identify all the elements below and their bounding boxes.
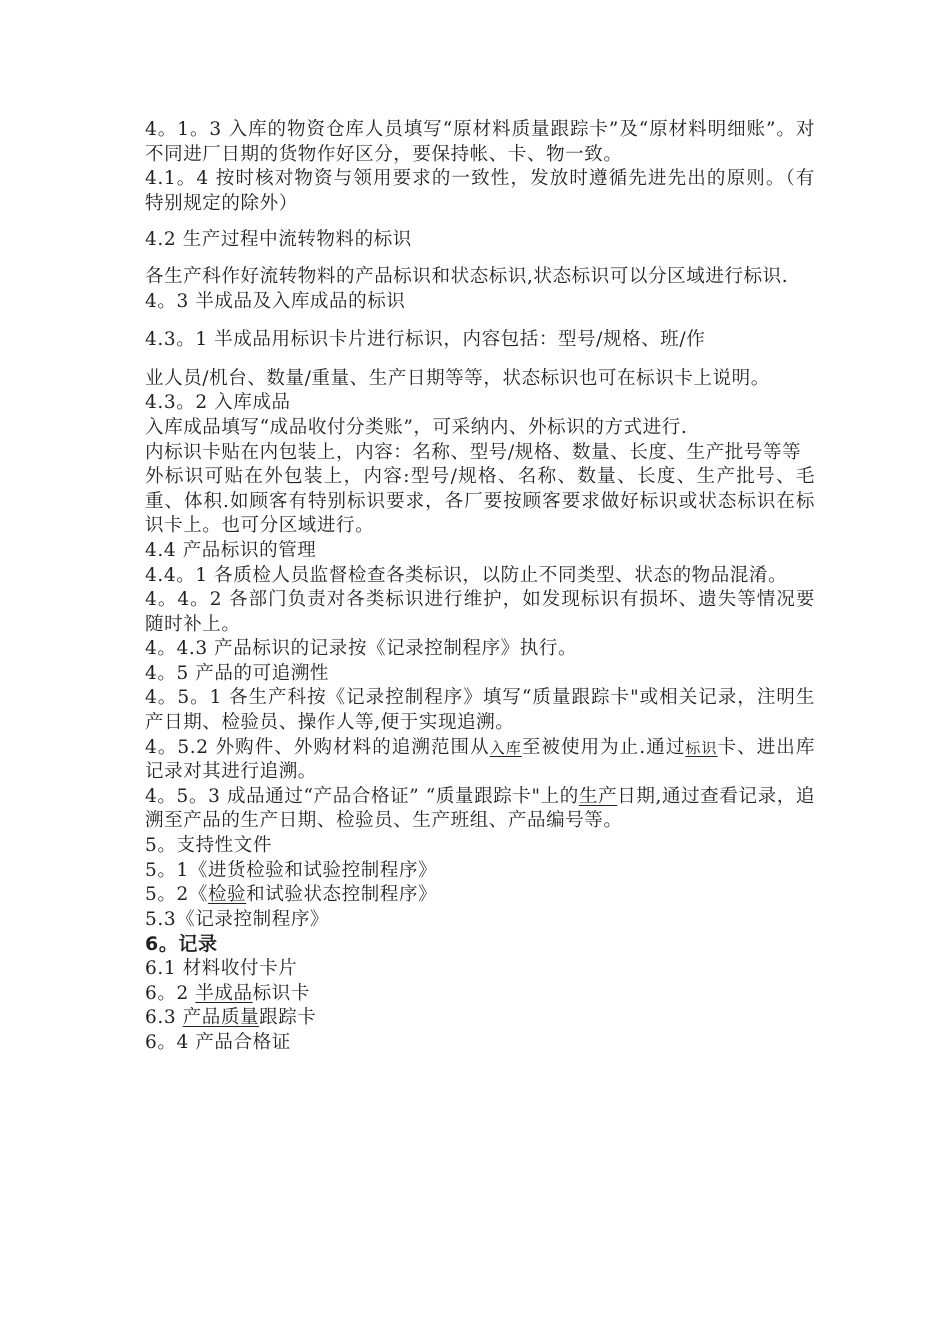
paragraph-4-4-3: 4。4.3 产品标识的记录按《记录控制程序》执行。 <box>145 638 578 660</box>
heading-4-5: 4。5 产品的可追溯性 <box>145 662 330 684</box>
text-segment: 6。2 <box>145 982 196 1004</box>
paragraph-4-5-1: 4。5。1 各生产科按《记录控制程序》填写“质量跟踪卡"或相关记录，注明生产日期、检验员、操作人等,便于实现追溯。 <box>145 687 815 734</box>
heading-4-3: 4。3 半成品及入库成品的标识 <box>145 290 406 312</box>
list-item-6-2 <box>145 982 815 1007</box>
paragraph-4-5-3 <box>145 785 815 834</box>
underlined-text: 生产 <box>578 785 618 807</box>
underlined-text: 产品质量 <box>182 1007 260 1029</box>
paragraph-4-1-3: 4。1。3 入库的物资仓库人员填写“原材料质量跟踪卡”及“原材料明细账”。对不同进厂日期的货物作好区分，要保持帐、卡、物一致。 <box>145 119 815 165</box>
list-item-6-3 <box>145 1006 815 1031</box>
text-segment: 和试验状态控制程序》 <box>246 884 438 906</box>
paragraph-4-3-2-b: 内标识卡贴在内包装上，内容：名称、型号/规格、数量、长度、生产批号等等 <box>145 441 802 463</box>
underlined-text: 入库 <box>489 738 522 757</box>
document-page <box>145 118 815 1055</box>
paragraph-4-3-2-c: 外标识可贴在外包装上，内容:型号/规格、名称、数量、长度、生产批号、毛重、体积.如顾客有特别标识要求，各厂要按顾客要求做好标识或状态标识在标识卡上。也可分区域进行。 <box>145 466 815 537</box>
list-item-5-2 <box>145 883 815 908</box>
heading-4-2: 4.2 生产过程中流转物料的标识 <box>145 229 412 251</box>
text-segment: 5。2《 <box>145 884 208 906</box>
text-segment: 跟踪卡 <box>259 1007 317 1029</box>
list-item-6-1: 6.1 材料收付卡片 <box>145 958 298 979</box>
text-segment: 4。5.2 外购件、外购材料的追溯范围从 <box>145 736 490 758</box>
paragraph-4-2: 各生产科作好流转物料的产品标识和状态标识,状态标识可以分区域进行标识. <box>145 265 789 287</box>
list-item-6-4: 6。4 产品合格证 <box>145 1031 291 1053</box>
paragraph-4-3-1-cont: 业人员/机台、数量/重量、生产日期等等，状态标识也可在标识卡上说明。 <box>145 367 770 389</box>
paragraph-4-3-1: 4.3。1 半成品用标识卡片进行标识，内容包括：型号/规格、班/作 <box>145 329 706 351</box>
list-item-5-3: 5.3《记录控制程序》 <box>145 908 330 930</box>
text-segment: 日期,通过查看记录，追溯至产品的生产日期、检验员、生产班组、产品编号等。 <box>145 785 815 832</box>
heading-5: 5。支持性文件 <box>145 835 272 857</box>
heading-4-3-2: 4.3。2 入库成品 <box>145 392 291 414</box>
text-segment: 标识卡 <box>252 982 310 1004</box>
underlined-text: 半成品 <box>195 982 253 1004</box>
heading-6: 6。记录 <box>145 933 218 956</box>
heading-4-4: 4.4 产品标识的管理 <box>145 539 317 561</box>
text-segment: 6.3 <box>145 1007 183 1029</box>
paragraph-4-3-2-a: 入库成品填写“成品收付分类账”，可采纳内、外标识的方式进行. <box>145 416 688 438</box>
paragraph-4-5-2 <box>145 736 815 785</box>
text-segment: 至被使用为止.通过 <box>521 736 686 758</box>
underlined-text: 标识 <box>685 738 718 757</box>
text-segment: 卡、进出库记录对其进行追溯。 <box>145 736 815 783</box>
paragraph-4-4-1: 4.4。1 各质检人员监督检查各类标识，以防止不同类型、状态的物品混淆。 <box>145 564 788 586</box>
paragraph-4-1-4: 4.1。4 按时核对物资与领用要求的一致性，发放时遵循先进先出的原则。（有特别规定的除外） <box>145 168 815 214</box>
underlined-text: 检验 <box>207 884 247 906</box>
text-segment: 4。5。3 成品通过“产品合格证” “质量跟踪卡"上的 <box>145 785 579 807</box>
list-item-5-1: 5。1《进货检验和试验控制程序》 <box>145 859 438 881</box>
paragraph-4-4-2: 4。4。2 各部门负责对各类标识进行维护，如发现标识有损坏、遗失等情况要随时补上。 <box>145 589 815 635</box>
